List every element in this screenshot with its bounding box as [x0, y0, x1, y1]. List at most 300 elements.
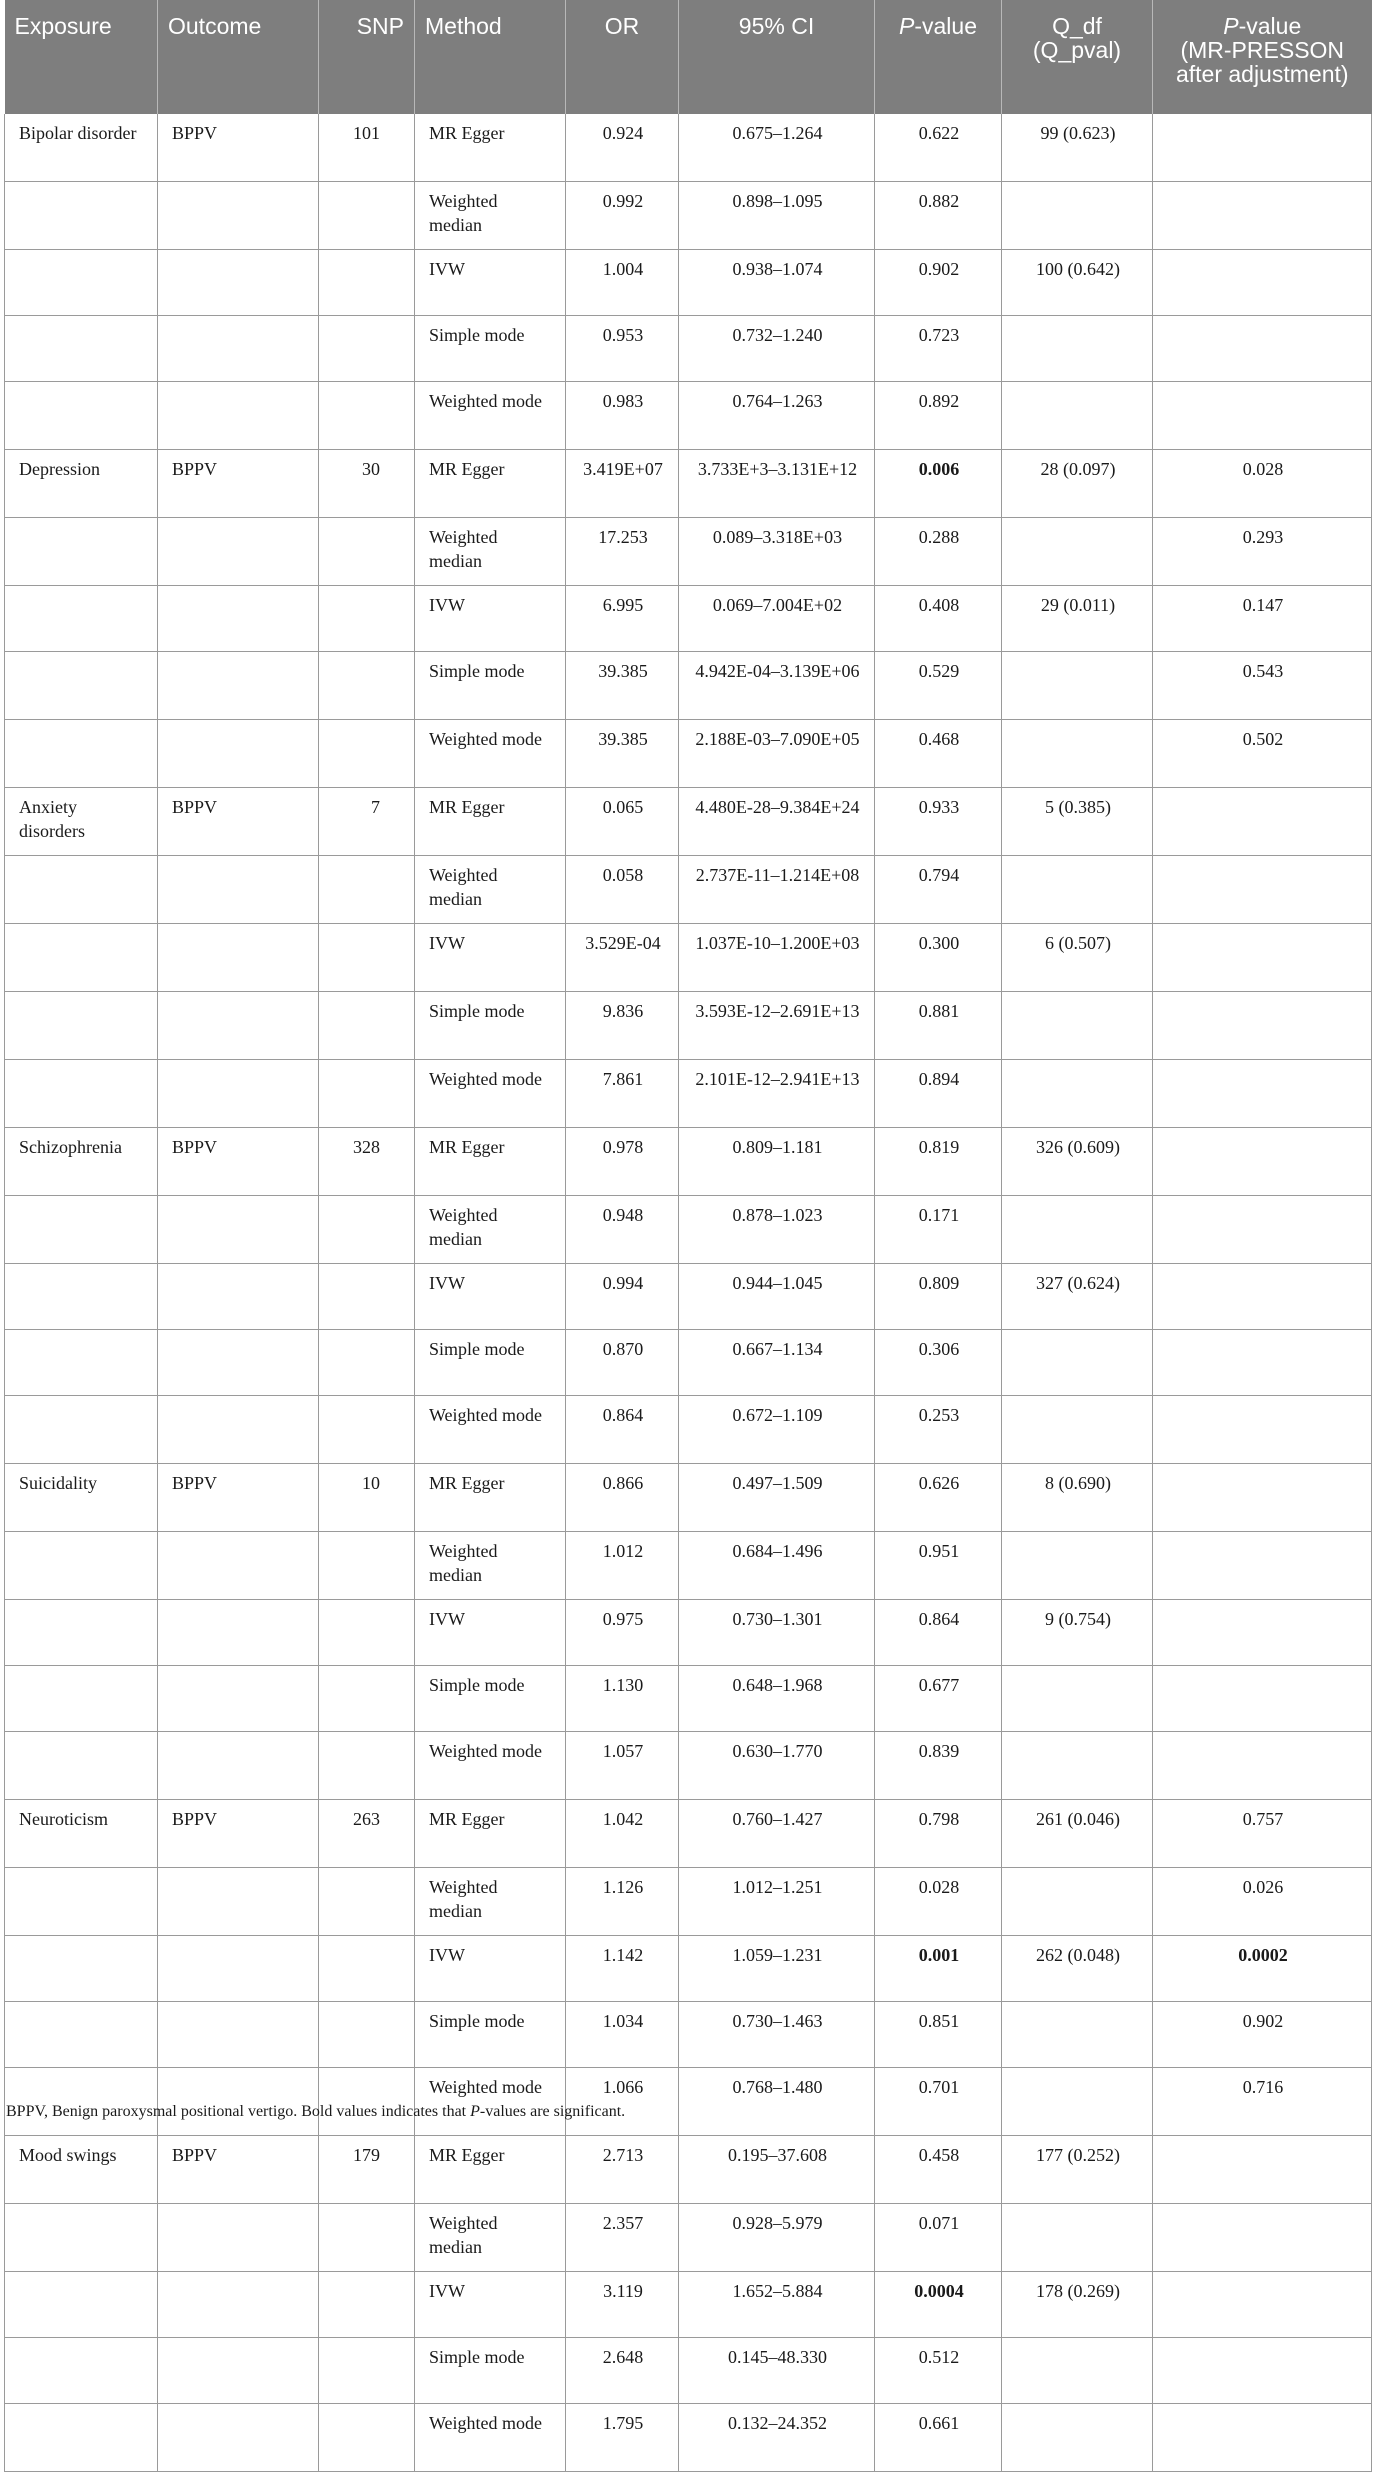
cell-outcome: [158, 518, 319, 586]
header-qdf: Q_df (Q_pval): [1002, 0, 1153, 114]
cell-outcome: [158, 2002, 319, 2068]
table-row: [5, 2136, 1372, 2204]
cell-exposure: Anxiety disorders: [5, 788, 158, 856]
cell-ci: 0.672–1.109: [679, 1396, 875, 1464]
cell-qdf: [1002, 652, 1153, 720]
cell-method: Weighted mode: [415, 1396, 566, 1464]
cell-outcome: BPPV: [158, 114, 319, 182]
cell-presso: 0.0002: [1153, 1936, 1372, 2002]
table-row: [5, 2002, 1372, 2068]
cell-outcome: [158, 1868, 319, 1936]
cell-exposure: Depression: [5, 450, 158, 518]
cell-qdf: 178 (0.269): [1002, 2272, 1153, 2338]
cell-presso: [1153, 1264, 1372, 1330]
cell-pvalue: 0.701: [875, 2068, 1002, 2136]
cell-presso: 0.902: [1153, 2002, 1372, 2068]
cell-or: 2.357: [566, 2204, 679, 2272]
cell-method: MR Egger: [415, 450, 566, 518]
cell-qdf: 262 (0.048): [1002, 1936, 1153, 2002]
cell-snp: 179: [319, 2136, 415, 2204]
cell-snp: [319, 924, 415, 992]
cell-qdf: [1002, 2002, 1153, 2068]
cell-outcome: [158, 992, 319, 1060]
cell-qdf: 177 (0.252): [1002, 2136, 1153, 2204]
table-row: [5, 2068, 1372, 2136]
cell-qdf: [1002, 518, 1153, 586]
cell-exposure: [5, 2068, 158, 2136]
cell-pvalue: 0.951: [875, 1532, 1002, 1600]
table-row: [5, 250, 1372, 316]
cell-exposure: [5, 1732, 158, 1800]
cell-ci: 0.898–1.095: [679, 182, 875, 250]
cell-qdf: [1002, 856, 1153, 924]
cell-ci: 0.944–1.045: [679, 1264, 875, 1330]
cell-presso: [1153, 1060, 1372, 1128]
cell-method: Simple mode: [415, 316, 566, 382]
table-row: [5, 182, 1372, 250]
cell-method: Weighted mode: [415, 382, 566, 450]
cell-outcome: [158, 2068, 319, 2136]
cell-ci: 0.667–1.134: [679, 1330, 875, 1396]
cell-method: Weighted median: [415, 1196, 566, 1264]
cell-outcome: [158, 856, 319, 924]
cell-outcome: [158, 1600, 319, 1666]
cell-outcome: [158, 1330, 319, 1396]
cell-exposure: [5, 1060, 158, 1128]
cell-or: 9.836: [566, 992, 679, 1060]
cell-ci: 0.195–37.608: [679, 2136, 875, 2204]
cell-method: Simple mode: [415, 992, 566, 1060]
table-row: [5, 992, 1372, 1060]
cell-presso: 0.293: [1153, 518, 1372, 586]
table-row: [5, 316, 1372, 382]
cell-qdf: 327 (0.624): [1002, 1264, 1153, 1330]
cell-qdf: [1002, 182, 1153, 250]
cell-or: 3.119: [566, 2272, 679, 2338]
cell-snp: 263: [319, 1800, 415, 1868]
cell-snp: 7: [319, 788, 415, 856]
cell-outcome: BPPV: [158, 788, 319, 856]
cell-pvalue: 0.288: [875, 518, 1002, 586]
cell-snp: [319, 586, 415, 652]
table-row: [5, 856, 1372, 924]
cell-pvalue: 0.0004: [875, 2272, 1002, 2338]
table-row: [5, 1464, 1372, 1532]
table-row: [5, 652, 1372, 720]
cell-snp: 10: [319, 1464, 415, 1532]
cell-presso: [1153, 1128, 1372, 1196]
cell-pvalue: 0.028: [875, 1868, 1002, 1936]
cell-exposure: [5, 1264, 158, 1330]
cell-pvalue: 0.622: [875, 114, 1002, 182]
cell-outcome: [158, 182, 319, 250]
cell-presso: [1153, 382, 1372, 450]
table-row: [5, 1128, 1372, 1196]
cell-snp: [319, 1396, 415, 1464]
cell-qdf: 29 (0.011): [1002, 586, 1153, 652]
cell-method: Weighted mode: [415, 2404, 566, 2472]
cell-exposure: [5, 1868, 158, 1936]
cell-pvalue: 0.408: [875, 586, 1002, 652]
cell-outcome: [158, 924, 319, 992]
cell-outcome: [158, 1936, 319, 2002]
table-row: [5, 1936, 1372, 2002]
table-row: [5, 1330, 1372, 1396]
cell-qdf: [1002, 2338, 1153, 2404]
cell-exposure: [5, 518, 158, 586]
cell-pvalue: 0.882: [875, 182, 1002, 250]
cell-presso: [1153, 1196, 1372, 1264]
cell-or: 2.648: [566, 2338, 679, 2404]
cell-pvalue: 0.819: [875, 1128, 1002, 1196]
cell-snp: [319, 720, 415, 788]
table-row: [5, 720, 1372, 788]
cell-outcome: [158, 1532, 319, 1600]
cell-or: 1.034: [566, 2002, 679, 2068]
cell-qdf: [1002, 1060, 1153, 1128]
cell-ci: 0.760–1.427: [679, 1800, 875, 1868]
cell-snp: 30: [319, 450, 415, 518]
cell-presso: [1153, 1600, 1372, 1666]
cell-qdf: [1002, 720, 1153, 788]
cell-method: Simple mode: [415, 2002, 566, 2068]
cell-exposure: [5, 1936, 158, 2002]
cell-snp: [319, 1868, 415, 1936]
cell-pvalue: 0.881: [875, 992, 1002, 1060]
cell-snp: [319, 1330, 415, 1396]
cell-pvalue: 0.851: [875, 2002, 1002, 2068]
cell-ci: 0.730–1.301: [679, 1600, 875, 1666]
cell-presso: 0.147: [1153, 586, 1372, 652]
cell-ci: 3.593E-12–2.691E+13: [679, 992, 875, 1060]
cell-pvalue: 0.933: [875, 788, 1002, 856]
cell-ci: 0.928–5.979: [679, 2204, 875, 2272]
cell-presso: [1153, 1396, 1372, 1464]
header-presso: P-value (MR-PRESSON after adjustment): [1153, 0, 1372, 114]
cell-snp: [319, 250, 415, 316]
header-snp: SNP: [319, 0, 415, 114]
cell-method: Weighted mode: [415, 1732, 566, 1800]
cell-outcome: BPPV: [158, 450, 319, 518]
header-exposure: Exposure: [5, 0, 158, 114]
cell-or: 0.978: [566, 1128, 679, 1196]
cell-pvalue: 0.253: [875, 1396, 1002, 1464]
cell-pvalue: 0.458: [875, 2136, 1002, 2204]
cell-ci: 0.764–1.263: [679, 382, 875, 450]
cell-qdf: [1002, 382, 1153, 450]
cell-ci: 1.037E-10–1.200E+03: [679, 924, 875, 992]
cell-ci: 4.942E-04–3.139E+06: [679, 652, 875, 720]
cell-pvalue: 0.661: [875, 2404, 1002, 2472]
cell-or: 0.994: [566, 1264, 679, 1330]
cell-outcome: [158, 652, 319, 720]
cell-pvalue: 0.894: [875, 1060, 1002, 1128]
results-table: [4, 0, 1372, 2472]
cell-or: 1.004: [566, 250, 679, 316]
cell-method: MR Egger: [415, 788, 566, 856]
cell-or: 39.385: [566, 652, 679, 720]
cell-method: MR Egger: [415, 1800, 566, 1868]
cell-or: 1.012: [566, 1532, 679, 1600]
cell-or: 1.057: [566, 1732, 679, 1800]
cell-qdf: [1002, 1732, 1153, 1800]
cell-method: IVW: [415, 1600, 566, 1666]
cell-method: MR Egger: [415, 1128, 566, 1196]
cell-ci: 0.878–1.023: [679, 1196, 875, 1264]
cell-snp: [319, 1532, 415, 1600]
cell-or: 1.142: [566, 1936, 679, 2002]
cell-ci: 0.497–1.509: [679, 1464, 875, 1532]
cell-or: 3.529E-04: [566, 924, 679, 992]
table-row: [5, 450, 1372, 518]
table-row: [5, 2404, 1372, 2472]
cell-pvalue: 0.902: [875, 250, 1002, 316]
cell-ci: 0.809–1.181: [679, 1128, 875, 1196]
header-pvalue: P-value: [875, 0, 1002, 114]
cell-qdf: [1002, 316, 1153, 382]
cell-snp: [319, 1060, 415, 1128]
cell-ci: 0.684–1.496: [679, 1532, 875, 1600]
cell-exposure: [5, 1196, 158, 1264]
cell-exposure: [5, 2338, 158, 2404]
cell-ci: 0.732–1.240: [679, 316, 875, 382]
cell-ci: 0.089–3.318E+03: [679, 518, 875, 586]
cell-snp: [319, 1936, 415, 2002]
cell-snp: 101: [319, 114, 415, 182]
cell-exposure: Suicidality: [5, 1464, 158, 1532]
cell-exposure: [5, 1396, 158, 1464]
cell-or: 1.130: [566, 1666, 679, 1732]
table-row: [5, 1060, 1372, 1128]
cell-qdf: [1002, 2404, 1153, 2472]
cell-ci: 0.648–1.968: [679, 1666, 875, 1732]
cell-pvalue: 0.006: [875, 450, 1002, 518]
cell-snp: [319, 1196, 415, 1264]
cell-outcome: BPPV: [158, 2136, 319, 2204]
table-footnote: BPPV, Benign paroxysmal positional vertigo. Bold values indicates that P-values are significant.: [6, 2103, 626, 2120]
cell-outcome: [158, 316, 319, 382]
cell-pvalue: 0.529: [875, 652, 1002, 720]
cell-ci: 0.730–1.463: [679, 2002, 875, 2068]
cell-or: 0.866: [566, 1464, 679, 1532]
cell-snp: [319, 2002, 415, 2068]
cell-outcome: BPPV: [158, 1800, 319, 1868]
cell-exposure: [5, 2272, 158, 2338]
cell-ci: 1.012–1.251: [679, 1868, 875, 1936]
cell-ci: 4.480E-28–9.384E+24: [679, 788, 875, 856]
cell-qdf: [1002, 1868, 1153, 1936]
cell-pvalue: 0.468: [875, 720, 1002, 788]
cell-or: 3.419E+07: [566, 450, 679, 518]
table-row: [5, 788, 1372, 856]
cell-method: Weighted mode: [415, 1060, 566, 1128]
cell-qdf: 261 (0.046): [1002, 1800, 1153, 1868]
cell-pvalue: 0.306: [875, 1330, 1002, 1396]
cell-ci: 3.733E+3–3.131E+12: [679, 450, 875, 518]
cell-qdf: [1002, 2068, 1153, 2136]
cell-pvalue: 0.071: [875, 2204, 1002, 2272]
cell-or: 1.126: [566, 1868, 679, 1936]
cell-presso: [1153, 924, 1372, 992]
cell-snp: [319, 2404, 415, 2472]
cell-pvalue: 0.723: [875, 316, 1002, 382]
cell-qdf: [1002, 1330, 1153, 1396]
cell-presso: [1153, 114, 1372, 182]
cell-qdf: 326 (0.609): [1002, 1128, 1153, 1196]
cell-exposure: [5, 586, 158, 652]
cell-exposure: [5, 924, 158, 992]
cell-qdf: 9 (0.754): [1002, 1600, 1153, 1666]
cell-method: Simple mode: [415, 1330, 566, 1396]
cell-pvalue: 0.892: [875, 382, 1002, 450]
cell-exposure: [5, 652, 158, 720]
cell-exposure: [5, 2002, 158, 2068]
cell-ci: 2.101E-12–2.941E+13: [679, 1060, 875, 1128]
cell-presso: 0.543: [1153, 652, 1372, 720]
cell-ci: 0.630–1.770: [679, 1732, 875, 1800]
cell-ci: 0.145–48.330: [679, 2338, 875, 2404]
header-or: OR: [566, 0, 679, 114]
cell-outcome: [158, 1264, 319, 1330]
cell-presso: [1153, 1330, 1372, 1396]
cell-outcome: [158, 1396, 319, 1464]
cell-or: 1.795: [566, 2404, 679, 2472]
table-row: [5, 1800, 1372, 1868]
cell-or: 7.861: [566, 1060, 679, 1128]
cell-outcome: [158, 250, 319, 316]
cell-or: 0.864: [566, 1396, 679, 1464]
cell-exposure: Neuroticism: [5, 1800, 158, 1868]
cell-snp: [319, 856, 415, 924]
cell-exposure: [5, 250, 158, 316]
cell-ci: 1.652–5.884: [679, 2272, 875, 2338]
cell-exposure: [5, 856, 158, 924]
cell-snp: [319, 2272, 415, 2338]
cell-presso: 0.716: [1153, 2068, 1372, 2136]
cell-ci: 1.059–1.231: [679, 1936, 875, 2002]
cell-or: 2.713: [566, 2136, 679, 2204]
cell-or: 0.975: [566, 1600, 679, 1666]
cell-method: MR Egger: [415, 1464, 566, 1532]
cell-ci: 0.675–1.264: [679, 114, 875, 182]
cell-snp: [319, 652, 415, 720]
cell-outcome: BPPV: [158, 1128, 319, 1196]
table-row: [5, 518, 1372, 586]
cell-exposure: [5, 2204, 158, 2272]
cell-outcome: BPPV: [158, 1464, 319, 1532]
cell-method: IVW: [415, 2272, 566, 2338]
cell-qdf: 8 (0.690): [1002, 1464, 1153, 1532]
cell-exposure: [5, 992, 158, 1060]
cell-or: 6.995: [566, 586, 679, 652]
cell-method: Simple mode: [415, 652, 566, 720]
cell-ci: 2.188E-03–7.090E+05: [679, 720, 875, 788]
cell-method: Weighted mode: [415, 720, 566, 788]
header-outcome: Outcome: [158, 0, 319, 114]
cell-method: Weighted median: [415, 1868, 566, 1936]
cell-exposure: [5, 1600, 158, 1666]
cell-snp: [319, 2204, 415, 2272]
cell-method: Weighted median: [415, 856, 566, 924]
cell-presso: [1153, 788, 1372, 856]
cell-outcome: [158, 1060, 319, 1128]
cell-presso: [1153, 2338, 1372, 2404]
cell-snp: 328: [319, 1128, 415, 1196]
cell-presso: [1153, 250, 1372, 316]
cell-method: IVW: [415, 1936, 566, 2002]
cell-presso: 0.502: [1153, 720, 1372, 788]
cell-method: IVW: [415, 924, 566, 992]
cell-pvalue: 0.677: [875, 1666, 1002, 1732]
header-method: Method: [415, 0, 566, 114]
cell-qdf: 99 (0.623): [1002, 114, 1153, 182]
table-row: [5, 586, 1372, 652]
cell-outcome: [158, 1666, 319, 1732]
cell-or: 0.870: [566, 1330, 679, 1396]
cell-presso: 0.028: [1153, 450, 1372, 518]
cell-snp: [319, 1666, 415, 1732]
cell-exposure: [5, 1330, 158, 1396]
cell-exposure: [5, 382, 158, 450]
cell-or: 0.948: [566, 1196, 679, 1264]
cell-pvalue: 0.864: [875, 1600, 1002, 1666]
cell-snp: [319, 1600, 415, 1666]
cell-or: 0.924: [566, 114, 679, 182]
cell-presso: 0.757: [1153, 1800, 1372, 1868]
cell-presso: [1153, 1666, 1372, 1732]
cell-pvalue: 0.171: [875, 1196, 1002, 1264]
cell-qdf: 5 (0.385): [1002, 788, 1153, 856]
header-ci: 95% CI: [679, 0, 875, 114]
table-row: [5, 1264, 1372, 1330]
cell-method: Weighted median: [415, 182, 566, 250]
cell-or: 39.385: [566, 720, 679, 788]
table-row: [5, 1196, 1372, 1264]
cell-or: 0.983: [566, 382, 679, 450]
cell-outcome: [158, 382, 319, 450]
cell-method: Weighted mode: [415, 2068, 566, 2136]
cell-snp: [319, 2068, 415, 2136]
cell-exposure: [5, 1532, 158, 1600]
cell-presso: [1153, 1732, 1372, 1800]
table-row: [5, 1666, 1372, 1732]
cell-method: MR Egger: [415, 114, 566, 182]
table-row: [5, 1532, 1372, 1600]
cell-or: 0.953: [566, 316, 679, 382]
cell-method: Weighted median: [415, 1532, 566, 1600]
cell-snp: [319, 382, 415, 450]
cell-pvalue: 0.001: [875, 1936, 1002, 2002]
cell-presso: 0.026: [1153, 1868, 1372, 1936]
cell-outcome: [158, 2204, 319, 2272]
cell-qdf: [1002, 992, 1153, 1060]
cell-ci: 0.768–1.480: [679, 2068, 875, 2136]
cell-ci: 0.069–7.004E+02: [679, 586, 875, 652]
cell-method: MR Egger: [415, 2136, 566, 2204]
cell-method: Weighted median: [415, 2204, 566, 2272]
cell-method: Weighted median: [415, 518, 566, 586]
cell-pvalue: 0.512: [875, 2338, 1002, 2404]
cell-qdf: [1002, 2204, 1153, 2272]
cell-presso: [1153, 2272, 1372, 2338]
cell-or: 0.058: [566, 856, 679, 924]
cell-method: IVW: [415, 250, 566, 316]
cell-outcome: [158, 1732, 319, 1800]
cell-snp: [319, 182, 415, 250]
table-row: [5, 2272, 1372, 2338]
cell-qdf: [1002, 1666, 1153, 1732]
table-row: [5, 1868, 1372, 1936]
